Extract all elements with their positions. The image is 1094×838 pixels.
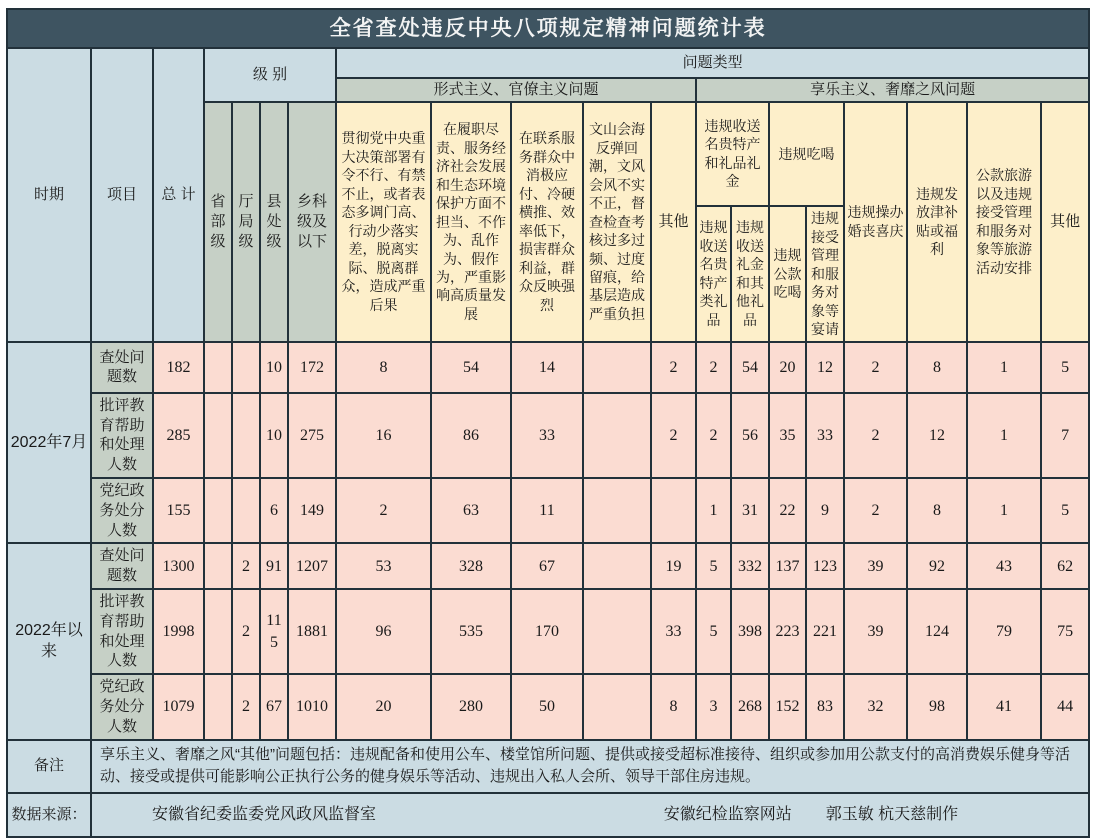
data-cell: 2 <box>336 478 431 543</box>
data-cell: 328 <box>431 543 511 589</box>
data-cell: 16 <box>336 393 431 478</box>
data-cell: 1 <box>967 342 1041 393</box>
data-cell <box>204 674 232 739</box>
dining-subcol-header: 违规公款吃喝 <box>769 206 806 342</box>
data-cell <box>583 393 651 478</box>
data-cell: 285 <box>153 393 204 478</box>
data-cell <box>204 342 232 393</box>
formalism-col-header: 贯彻党中央重大决策部署有令不行、有禁不止，或者表态多调门高、行动少落实差，脱离实际、脱离群众，造成严重后果 <box>336 102 431 342</box>
data-cell: 2 <box>651 342 696 393</box>
data-cell: 182 <box>153 342 204 393</box>
data-cell: 14 <box>511 342 583 393</box>
formalism-col-header: 在联系服务群众中消极应付、冷硬横推、效率低下，损害群众利益，群众反映强烈 <box>511 102 583 342</box>
item-cell: 批评教育帮助和处理人数 <box>91 589 153 674</box>
data-cell: 155 <box>153 478 204 543</box>
data-cell: 275 <box>288 393 336 478</box>
formalism-other-header: 其他 <box>651 102 696 342</box>
source-label: 数据来源： <box>7 793 91 837</box>
gifts-subcol-header: 违规收送礼金和其他礼品 <box>731 206 769 342</box>
data-cell: 19 <box>651 543 696 589</box>
data-cell: 7 <box>1041 393 1089 478</box>
data-cell: 1 <box>696 478 731 543</box>
data-cell: 33 <box>651 589 696 674</box>
data-cell: 115 <box>260 589 288 674</box>
data-cell <box>583 543 651 589</box>
data-cell: 12 <box>907 393 967 478</box>
data-cell: 10 <box>260 342 288 393</box>
data-cell: 124 <box>907 589 967 674</box>
data-cell: 2 <box>651 393 696 478</box>
data-cell: 221 <box>806 589 844 674</box>
data-cell: 92 <box>907 543 967 589</box>
dining-group-header: 违规吃喝 <box>769 102 844 206</box>
header-period: 时期 <box>7 48 91 342</box>
data-cell: 35 <box>769 393 806 478</box>
header-formalism-group: 形式主义、官僚主义问题 <box>336 78 696 102</box>
data-cell: 1010 <box>288 674 336 739</box>
table-row <box>7 342 1089 393</box>
wedding-col-header: 违规操办婚丧喜庆 <box>844 102 907 342</box>
data-cell <box>232 342 260 393</box>
data-cell: 54 <box>731 342 769 393</box>
data-cell: 63 <box>431 478 511 543</box>
data-cell <box>204 543 232 589</box>
period-cell: 2022年7月 <box>7 342 91 544</box>
item-cell: 党纪政务处分人数 <box>91 674 153 739</box>
data-cell: 5 <box>1041 342 1089 393</box>
data-cell <box>583 674 651 739</box>
data-cell: 31 <box>731 478 769 543</box>
data-cell: 10 <box>260 393 288 478</box>
source-cell <box>91 793 1089 837</box>
table-row <box>7 543 1089 589</box>
hedonism-other-header: 其他 <box>1041 102 1089 342</box>
period-cell: 2022年以来 <box>7 543 91 739</box>
data-cell: 9 <box>806 478 844 543</box>
formalism-col-header: 文山会海反弹回潮，文风会风不实不正，督查检查考核过多过频、过度留痕，给基层造成严重负担 <box>583 102 651 342</box>
data-cell: 44 <box>1041 674 1089 739</box>
table-row <box>7 478 1089 543</box>
header-total: 总 计 <box>153 48 204 342</box>
travel-col-header: 公款旅游以及违规接受管理和服务对象等旅游活动安排 <box>967 102 1041 342</box>
data-cell: 6 <box>260 478 288 543</box>
data-cell: 12 <box>806 342 844 393</box>
item-cell: 查处问题数 <box>91 543 153 589</box>
table-row <box>7 393 1089 478</box>
data-cell: 8 <box>651 674 696 739</box>
data-cell: 123 <box>806 543 844 589</box>
data-cell: 8 <box>907 478 967 543</box>
level-header: 县处级 <box>260 102 288 342</box>
header-problem-type: 问题类型 <box>336 48 1089 78</box>
item-cell: 批评教育帮助和处理人数 <box>91 393 153 478</box>
data-cell: 2 <box>232 674 260 739</box>
level-header: 乡科级及以下 <box>288 102 336 342</box>
data-cell: 137 <box>769 543 806 589</box>
data-cell: 535 <box>431 589 511 674</box>
data-cell: 1 <box>967 393 1041 478</box>
data-cell: 98 <box>907 674 967 739</box>
formalism-col-header: 在履职尽责、服务经济社会发展和生态环境保护方面不担当、不作为、乱作为、假作为，严重影响高质量发展 <box>431 102 511 342</box>
data-cell: 149 <box>288 478 336 543</box>
data-cell: 20 <box>336 674 431 739</box>
data-cell <box>583 342 651 393</box>
data-cell <box>651 478 696 543</box>
item-cell: 查处问题数 <box>91 342 153 393</box>
data-cell: 2 <box>232 543 260 589</box>
data-cell <box>232 478 260 543</box>
item-cell: 党纪政务处分人数 <box>91 478 153 543</box>
dining-subcol-header: 违规接受管理和服务对象等宴请 <box>806 206 844 342</box>
source-credits: 郭玉敏 杭天慈制作 <box>825 805 959 823</box>
data-cell: 172 <box>288 342 336 393</box>
data-cell: 5 <box>1041 478 1089 543</box>
data-cell: 1079 <box>153 674 204 739</box>
data-cell: 170 <box>511 589 583 674</box>
data-cell: 54 <box>431 342 511 393</box>
source-org: 安徽省纪委监委党风政风监督室 <box>152 805 377 823</box>
data-cell: 91 <box>260 543 288 589</box>
data-cell: 268 <box>731 674 769 739</box>
header-item: 项目 <box>91 48 153 342</box>
level-header: 厅局级 <box>232 102 260 342</box>
data-cell: 152 <box>769 674 806 739</box>
data-cell: 67 <box>260 674 288 739</box>
table-title: 全省查处违反中央八项规定精神问题统计表 <box>7 9 1089 48</box>
data-cell: 33 <box>806 393 844 478</box>
data-cell: 33 <box>511 393 583 478</box>
data-cell: 2 <box>844 478 907 543</box>
data-cell <box>204 589 232 674</box>
data-cell: 83 <box>806 674 844 739</box>
data-cell: 96 <box>336 589 431 674</box>
data-cell: 86 <box>431 393 511 478</box>
data-cell: 2 <box>232 589 260 674</box>
data-cell <box>204 478 232 543</box>
data-cell: 56 <box>731 393 769 478</box>
data-cell: 2 <box>844 393 907 478</box>
data-cell <box>232 393 260 478</box>
data-cell: 11 <box>511 478 583 543</box>
data-cell: 1881 <box>288 589 336 674</box>
data-cell: 8 <box>336 342 431 393</box>
data-cell: 8 <box>907 342 967 393</box>
data-cell: 332 <box>731 543 769 589</box>
data-cell: 223 <box>769 589 806 674</box>
remark-text: 享乐主义、奢靡之风“其他”问题包括：违规配备和使用公车、楼堂馆所问题、提供或接受超标准接待、组织或参加用公款支付的高消费娱乐健身等活动、接受或提供可能影响公正执行公务的健身娱乐等活动、违规出入私人会所、领导干部住房违规。 <box>91 740 1089 793</box>
data-cell: 280 <box>431 674 511 739</box>
data-cell <box>583 478 651 543</box>
data-cell: 39 <box>844 543 907 589</box>
data-cell: 1207 <box>288 543 336 589</box>
source-site: 安徽纪检监察网站 <box>663 805 792 823</box>
data-cell: 41 <box>967 674 1041 739</box>
data-cell: 22 <box>769 478 806 543</box>
data-cell: 5 <box>696 589 731 674</box>
data-cell: 20 <box>769 342 806 393</box>
header-hedonism-group: 享乐主义、奢靡之风问题 <box>696 78 1089 102</box>
data-cell: 1 <box>967 478 1041 543</box>
data-cell: 67 <box>511 543 583 589</box>
level-header: 省部级 <box>204 102 232 342</box>
allowance-col-header: 违规发放津补贴或福利 <box>907 102 967 342</box>
data-cell: 50 <box>511 674 583 739</box>
data-cell: 43 <box>967 543 1041 589</box>
data-cell: 1300 <box>153 543 204 589</box>
table-row <box>7 674 1089 739</box>
data-cell: 1998 <box>153 589 204 674</box>
data-cell <box>583 589 651 674</box>
data-cell: 2 <box>696 393 731 478</box>
data-cell: 39 <box>844 589 907 674</box>
data-cell: 2 <box>696 342 731 393</box>
data-cell: 5 <box>696 543 731 589</box>
table-body <box>7 342 1089 740</box>
data-cell <box>204 393 232 478</box>
data-cell: 3 <box>696 674 731 739</box>
statistics-sheet <box>6 8 1090 838</box>
data-cell: 32 <box>844 674 907 739</box>
statistics-table <box>6 8 1090 838</box>
data-cell: 53 <box>336 543 431 589</box>
data-cell: 2 <box>844 342 907 393</box>
gifts-group-header: 违规收送名贵特产和礼品礼金 <box>696 102 769 206</box>
gifts-subcol-header: 违规收送名贵特产类礼品 <box>696 206 731 342</box>
header-level-group: 级 别 <box>204 48 336 102</box>
remark-label: 备注 <box>7 740 91 793</box>
data-cell: 79 <box>967 589 1041 674</box>
data-cell: 62 <box>1041 543 1089 589</box>
data-cell: 398 <box>731 589 769 674</box>
table-row <box>7 589 1089 674</box>
data-cell: 75 <box>1041 589 1089 674</box>
